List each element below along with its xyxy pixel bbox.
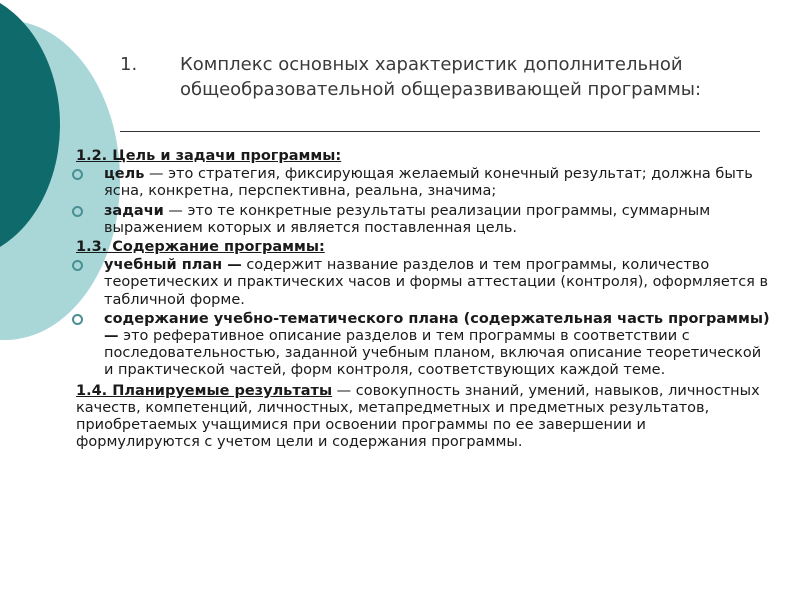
term: задачи (104, 202, 164, 219)
list-item-goal (72, 166, 772, 200)
list-item-tasks (72, 203, 772, 237)
definition: это реферативное описание разделов и тем программы в соответствии с последовательностью, заданной учебным планом, включая описание теоретической и практической частей, форм контроля, соответствующих каждой теме. (104, 328, 762, 379)
section-heading-goals: 1.2. Цель и задачи программы: (76, 148, 342, 164)
term: содержание учебно-тематического плана (содержательная часть программы)— (104, 310, 770, 345)
section-planned-results (72, 383, 772, 452)
circle-bullet-icon (72, 206, 83, 217)
definition: это стратегия, фиксирующая желаемый конечный результат; должна быть ясна, конкретна, перспективна, реальна, значима; (104, 166, 753, 200)
term-dash: — (144, 166, 169, 183)
term: цель (104, 166, 145, 183)
circle-bullet-icon (72, 314, 83, 325)
list-item-curriculum (72, 257, 772, 309)
definition: это те конкретные результаты реализации программы, суммарным выражением которых и является поставленная цель. (104, 202, 711, 236)
term: учебный план — (104, 257, 242, 274)
slide-title (120, 52, 760, 102)
circle-bullet-icon (72, 260, 83, 271)
section-heading-results: 1.4. Планируемые результаты (76, 382, 333, 399)
results-definition: — совокупность знаний, умений, навыков, личностных качеств, компетенций, личностных, метапредметных и предметных результатов, приобретаемых учащимися при освоении программы по ее завершении и формулируются с учетом цели и содержания программы. (76, 382, 760, 451)
slide-body (72, 148, 772, 451)
definition: содержит название разделов и тем программы, количество теоретических и практических часов и формы аттестации (контроля), оформляется в табличной форме. (104, 257, 769, 308)
section-heading-content: 1.3. Содержание программы: (76, 239, 325, 256)
list-item-thematic-plan (72, 311, 772, 380)
title-number: 1. (120, 54, 138, 75)
circle-bullet-icon (72, 169, 83, 180)
title-text: Комплекс основных характеристик дополнительной общеобразовательной общеразвивающей программы: (180, 54, 702, 100)
title-divider (120, 131, 760, 132)
term-dash: — (163, 202, 188, 219)
